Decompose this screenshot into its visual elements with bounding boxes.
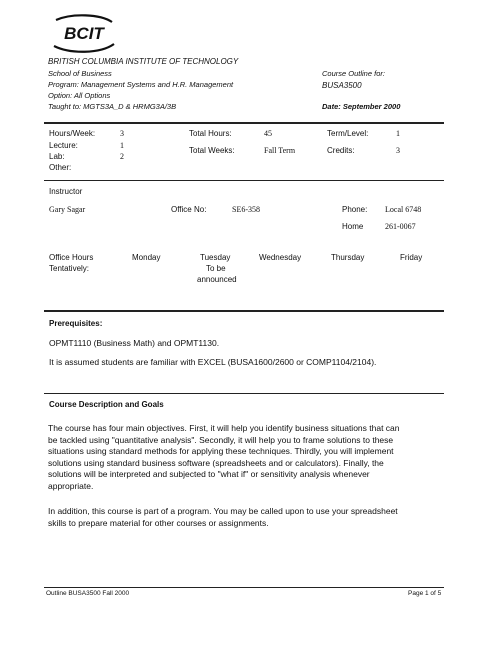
other-label: Other: <box>49 163 72 172</box>
total-weeks-label: Total Weeks: <box>189 146 235 155</box>
description-p2-line: skills to prepare material for other courses or assignments. <box>48 517 269 528</box>
school-name: School of Business <box>48 69 112 78</box>
term-level-value: 1 <box>396 129 400 138</box>
total-weeks-value: Fall Term <box>264 146 296 155</box>
tuesday-note-line1: To be <box>206 264 226 273</box>
logo-text: BCIT <box>64 24 104 43</box>
instructor-heading: Instructor <box>49 187 83 196</box>
office-hours-divider <box>44 310 444 312</box>
total-hours-label: Total Hours: <box>189 129 232 138</box>
description-p1-line: The course has four main objectives. First, it will help you identify business situations that can <box>48 423 400 433</box>
term-level-label: Term/Level: <box>327 129 369 138</box>
description-p2-line: In addition, this course is part of a program. You may be called upon to use your spreadsheet <box>48 506 398 516</box>
summary-divider <box>44 180 444 181</box>
tuesday-note-line2: announced <box>197 275 237 284</box>
bcit-logo <box>48 14 120 56</box>
office-hours-label: Office Hours <box>49 253 94 262</box>
description-heading: Course Description and Goals <box>49 400 164 409</box>
day-monday: Monday <box>132 253 161 262</box>
footer-left: Outline BUSA3500 Fall 2000 <box>46 590 130 597</box>
footer-divider <box>44 587 444 588</box>
prerequisites-line-2: It is assumed students are familiar with EXCEL (BUSA1600/2600 or COMP1104/2104). <box>49 357 377 367</box>
program-line: Program: Management Systems and H.R. Management <box>48 80 234 89</box>
description-p1-line: situations using standard methods for applying these techniques. Thirdly, you will implement <box>48 446 394 457</box>
prerequisites-line-1: OPMT1110 (Business Math) and OPMT1130. <box>49 338 220 348</box>
description-paragraph-2 <box>48 506 443 529</box>
phone-value: Local 6748 <box>385 205 422 214</box>
prerequisites-heading: Prerequisites: <box>49 319 103 328</box>
lecture-value: 1 <box>120 141 124 150</box>
instructor-name: Gary Sagar <box>49 205 86 214</box>
course-code: BUSA3500 <box>322 81 362 90</box>
outline-label: Course Outline for: <box>322 69 385 78</box>
option-line: Option: All Options <box>48 91 111 100</box>
day-tuesday: Tuesday <box>200 253 231 262</box>
description-paragraph-1 <box>48 423 443 493</box>
credits-value: 3 <box>396 146 400 155</box>
header-divider <box>44 122 444 124</box>
taught-to-line: Taught to: MGTS3A_D & HRMG3A/3B <box>48 102 177 111</box>
description-p1-line: appropriate. <box>48 480 94 491</box>
office-value: SE6-358 <box>232 205 260 214</box>
hours-week-label: Hours/Week: <box>49 129 96 138</box>
credits-label: Credits: <box>327 146 355 155</box>
lab-value: 2 <box>120 152 124 161</box>
day-thursday: Thursday <box>331 253 365 262</box>
description-p1-line: solutions using standard business software (spreadsheets and or calculators). Finally, the <box>48 457 384 468</box>
total-hours-value: 45 <box>264 129 272 138</box>
hours-week-value: 3 <box>120 129 124 138</box>
prerequisites-divider <box>44 393 444 394</box>
home-value: 261-0067 <box>385 222 416 231</box>
day-wednesday: Wednesday <box>259 253 302 262</box>
office-label: Office No: <box>171 205 207 214</box>
lab-label: Lab: <box>49 152 65 161</box>
description-p1-line: solutions will be interpreted and subjected to "what if" or sensitivity analysis whenever <box>48 469 370 480</box>
outline-date: Date: September 2000 <box>322 102 401 111</box>
day-friday: Friday <box>400 253 423 262</box>
phone-label: Phone: <box>342 205 368 214</box>
office-hours-tentative-label: Tentatively: <box>49 264 90 273</box>
description-p1-line: be tackled using "quantitative analysis". Secondly, it will help you to frame solutions to these <box>48 434 394 445</box>
footer-page-number: Page 1 of 5 <box>408 590 442 597</box>
institute-name: BRITISH COLUMBIA INSTITUTE OF TECHNOLOGY <box>48 57 239 66</box>
lecture-label: Lecture: <box>49 141 78 150</box>
home-label: Home <box>342 222 364 231</box>
